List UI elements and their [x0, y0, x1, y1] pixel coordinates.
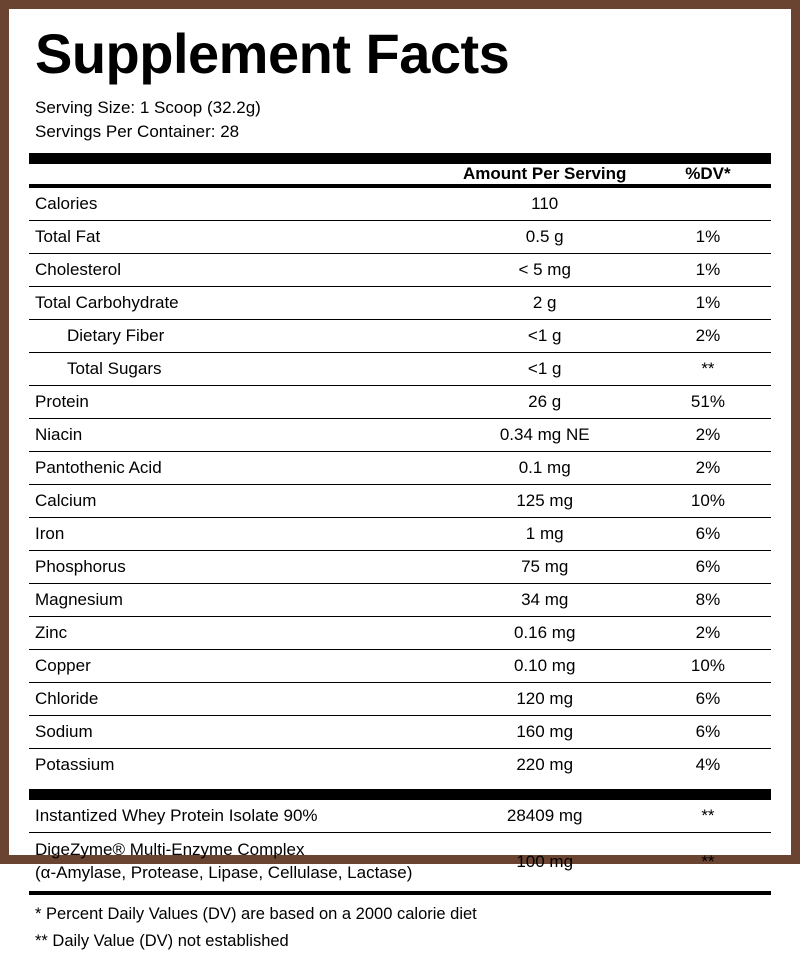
nutrient-dv: 2%	[645, 419, 771, 452]
table-row	[29, 683, 771, 716]
nutrient-name: Potassium	[35, 755, 115, 775]
nutrient-amount: 160 mg	[445, 716, 645, 749]
nutrient-amount: 120 mg	[445, 683, 645, 716]
table-row	[29, 320, 771, 353]
ingredient-dv: **	[645, 800, 771, 833]
table-row	[29, 650, 771, 683]
table-row	[29, 485, 771, 518]
nutrient-dv: 51%	[645, 386, 771, 419]
nutrient-name: Copper	[29, 650, 445, 683]
nutrient-dv: 10%	[645, 650, 771, 683]
nutrient-dv: 2%	[645, 617, 771, 650]
divider-above-footnotes	[29, 891, 771, 895]
nutrient-name: Dietary Fiber	[29, 320, 445, 353]
nutrient-name: Chloride	[29, 683, 445, 716]
ingredient-name-block	[29, 833, 445, 891]
ingredients-body	[29, 800, 771, 891]
header-amount-per-serving: Amount Per Serving	[462, 164, 627, 184]
nutrient-amount: 0.1 mg	[445, 452, 645, 485]
nutrient-amount: <1 g	[445, 353, 645, 386]
nutrient-name: Total Sugars	[29, 353, 445, 386]
nutrient-amount: 0.16 mg	[445, 617, 645, 650]
ingredient-detail: (α-Amylase, Protease, Lipase, Cellulase, Lactase)	[35, 863, 413, 883]
nutrient-amount: <1 g	[445, 320, 645, 353]
nutrient-dv: 6%	[645, 683, 771, 716]
nutrient-name: Sodium	[29, 716, 445, 749]
nutrient-dv: 1%	[645, 287, 771, 320]
table-row	[29, 518, 771, 551]
table-row	[29, 617, 771, 650]
nutrient-dv: **	[645, 353, 771, 386]
table-row	[29, 749, 771, 782]
nutrient-name: Niacin	[29, 419, 445, 452]
table-row	[29, 386, 771, 419]
nutrient-dv: 6%	[645, 551, 771, 584]
ingredient-name: DigeZyme® Multi-Enzyme Complex	[35, 840, 305, 860]
table-row	[29, 833, 771, 891]
nutrient-amount: 1 mg	[445, 518, 645, 551]
table-row	[29, 419, 771, 452]
table-row	[29, 800, 771, 833]
divider-thick-top	[29, 153, 771, 164]
servings-per-container-text: Servings Per Container: 28	[35, 122, 240, 142]
table-header-row	[29, 164, 771, 184]
nutrient-rows-table	[29, 188, 771, 781]
nutrient-amount: 125 mg	[445, 485, 645, 518]
nutrient-amount: 26 g	[445, 386, 645, 419]
serving-size-text: Serving Size: 1 Scoop (32.2g)	[35, 97, 261, 117]
nutrient-amount: 220 mg	[516, 755, 574, 775]
table-row	[29, 188, 771, 221]
nutrient-amount: 110	[445, 188, 645, 221]
nutrient-name: Protein	[29, 386, 445, 419]
nutrient-amount: 34 mg	[445, 584, 645, 617]
nutrient-name: Pantothenic Acid	[29, 452, 445, 485]
nutrient-name: Calories	[29, 188, 445, 221]
nutrient-dv: 4%	[695, 755, 721, 775]
nutrient-dv: 8%	[645, 584, 771, 617]
nutrient-dv: 6%	[645, 716, 771, 749]
nutrient-name: Magnesium	[29, 584, 445, 617]
table-row	[29, 584, 771, 617]
table-row	[29, 254, 771, 287]
nutrient-amount: 0.10 mg	[445, 650, 645, 683]
ingredient-amount: 28409 mg	[445, 800, 645, 833]
nutrient-dv: 10%	[645, 485, 771, 518]
nutrient-name: Phosphorus	[29, 551, 445, 584]
table-row	[29, 551, 771, 584]
nutrient-dv: 1%	[645, 221, 771, 254]
nutrient-name: Total Carbohydrate	[29, 287, 445, 320]
supplement-facts-inner	[27, 22, 773, 950]
table-row	[29, 287, 771, 320]
nutrient-dv: 1%	[645, 254, 771, 287]
nutrient-amount: 0.5 g	[445, 221, 645, 254]
nutrient-rows-body	[29, 188, 771, 781]
table-row	[29, 716, 771, 749]
table-row	[29, 221, 771, 254]
header-daily-value: %DV*	[685, 164, 731, 184]
header-blank	[29, 164, 445, 184]
divider-thick-ingredients	[29, 789, 771, 800]
ingredients-table	[29, 800, 771, 891]
page-title: Supplement Facts	[35, 22, 510, 85]
nutrient-name: Total Fat	[29, 221, 445, 254]
table-row	[29, 452, 771, 485]
ingredient-name: Instantized Whey Protein Isolate 90%	[29, 800, 445, 833]
nutrient-amount: < 5 mg	[445, 254, 645, 287]
nutrition-table	[29, 164, 771, 184]
nutrient-dv: 6%	[645, 518, 771, 551]
nutrient-amount: 0.34 mg NE	[445, 419, 645, 452]
table-row	[29, 353, 771, 386]
nutrient-name: Zinc	[29, 617, 445, 650]
ingredient-amount: 100 mg	[516, 852, 574, 872]
footnote-not-established: ** Daily Value (DV) not established	[35, 931, 289, 950]
ingredient-dv: **	[701, 852, 715, 872]
nutrient-dv: 2%	[645, 452, 771, 485]
nutrient-amount: 75 mg	[445, 551, 645, 584]
nutrient-dv: 2%	[645, 320, 771, 353]
nutrient-amount: 2 g	[445, 287, 645, 320]
nutrient-name: Iron	[29, 518, 445, 551]
nutrient-name: Calcium	[29, 485, 445, 518]
footnote-daily-value-basis: * Percent Daily Values (DV) are based on a 2000 calorie diet	[35, 904, 477, 923]
nutrient-dv	[645, 188, 771, 221]
nutrient-name: Cholesterol	[29, 254, 445, 287]
